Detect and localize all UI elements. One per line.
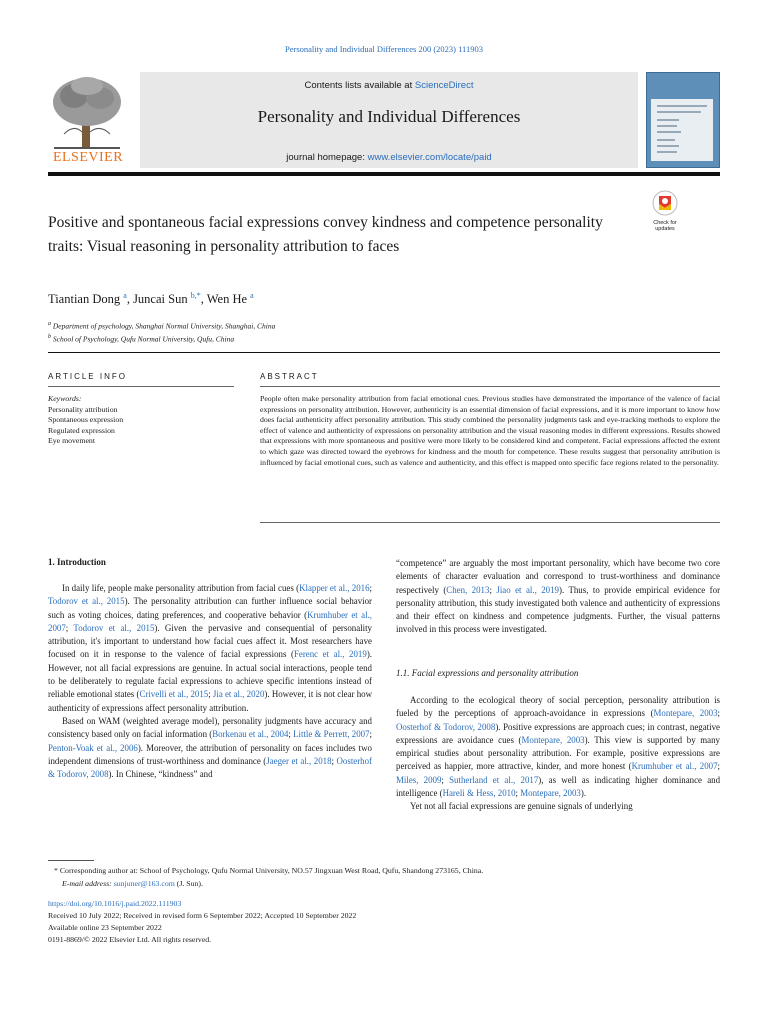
affiliations — [48, 319, 275, 344]
author-affiliation-mark[interactable]: a — [250, 291, 254, 300]
paragraph: Yet not all facial expressions are genuine signals of underlying — [410, 801, 633, 812]
sciencedirect-link[interactable]: ScienceDirect — [414, 80, 474, 91]
abstract-heading: ABSTRACT — [260, 372, 319, 381]
affiliation-mark: b — [48, 333, 51, 340]
author-list: Tiantian Dong $^a$, Juncai Sun $^{b,*}$, Wen He $^a$ — [48, 291, 254, 307]
citation-link[interactable]: Chen, 2013 — [446, 584, 490, 595]
author-affiliation-mark[interactable]: b,* — [190, 291, 201, 300]
footnote-rule — [48, 860, 94, 861]
affiliation-mark: a — [48, 321, 51, 327]
author-name[interactable]: Tiantian Dong — [48, 292, 121, 307]
affiliation-line: $^b$ School of Psychology, Qufu Normal University, Qufu, China — [48, 333, 235, 343]
citation-link[interactable]: Penton-Voak et al., 2006 — [48, 742, 138, 753]
elsevier-wordmark: ELSEVIER — [52, 150, 124, 165]
citation-link[interactable]: Miles, 2009 — [396, 774, 442, 785]
citation-link[interactable]: Montepare, 2003 — [520, 788, 581, 799]
keywords-label: Keywords: — [48, 394, 82, 403]
body-right-column-continued — [396, 694, 720, 814]
available-online: Available online 23 September 2022 — [48, 923, 162, 932]
citation-link[interactable]: Oosterhof & Todorov, 2008 — [396, 721, 496, 732]
citation-link[interactable]: Sutherland et al., 2017 — [449, 774, 539, 785]
author-name[interactable]: Wen He — [206, 292, 248, 307]
citation-link[interactable]: Todorov et al., 2015 — [73, 622, 155, 633]
paragraph: In daily life, people make personality attribution from facial cues (Klapper et al., 2016; Todorov et al., 2015). The personality attribution can further influence social behavior such as voting choices, dating preferences, and cooperative behavior (Krumhuber et al., 2007; Todorov et al., 2015). Given the pervasive and consequential of personality attribution, it's important to understand how facial cues affect it. Most researchers have focused on it in response to the valence of facial expressions (Ferenc et al., 2019). However, not all facial expressions are genuine. In actual social interactions, people tend to be deliberately to regulate facial expressions to achieve specific intentions instead of reliable emotional states (Crivelli et al., 2015; Jia et al., 2020). However, it is not clear how authenticity of expressions affect personality attribution. — [48, 583, 373, 713]
homepage-prefix: journal homepage: — [286, 152, 368, 163]
check-updates-label: Check for updates — [653, 220, 677, 232]
abstract-rule — [260, 386, 720, 387]
citation-link[interactable]: Ferenc et al., 2019 — [293, 649, 367, 660]
paragraph: “competence” are arguably the most important personality, which have become two core elements of character evaluation and correspond to trust-worthiness and dominance respectively (Chen, 2013; Jiao et al., 2019). Thus, to provide empirical evidence for personality attribution, this study investigated both valence and authenticity of expressions and their effect on kindness and competence judgments. Further, the visual patterns involved in this process were investigated. — [396, 558, 721, 635]
citation-link[interactable]: Crivelli et al., 2015 — [139, 689, 209, 700]
citation-link[interactable]: Borkenau et al., 2004 — [212, 729, 289, 740]
keywords-block — [48, 394, 123, 447]
email-suffix: (J. Sun). — [174, 879, 203, 888]
journal-cover-thumbnail[interactable] — [646, 72, 720, 168]
copyright: 0191-8869/© 2022 Elsevier Ltd. All rights reserved. — [48, 935, 212, 944]
section-title-introduction: 1. Introduction — [48, 557, 106, 567]
author-name[interactable]: Juncai Sun — [133, 292, 188, 307]
article-info-heading: ARTICLE INFO — [48, 372, 127, 381]
citation-link[interactable]: Jaeger et al., 2018 — [266, 755, 332, 766]
citation-link[interactable]: Hareli & Hess, 2010 — [442, 788, 516, 799]
corresponding-author-note: * Corresponding author at: School of Psychology, Qufu Normal University, NO.57 Jingxuan West Road, Qufu, Shandong 273165, China. — [54, 866, 484, 875]
homepage-line — [140, 152, 638, 163]
journal-reference[interactable]: Personality and Individual Differences 200 (2023) 111903 — [285, 44, 483, 54]
article-title: Positive and spontaneous facial expressions convey kindness and competence personality traits: Visual reasoning in personality attribution to faces — [48, 214, 603, 255]
journal-title: Personality and Individual Differences — [257, 107, 521, 126]
author-email-link[interactable]: sunjuner@163.com — [113, 879, 175, 888]
article-info-rule — [48, 386, 234, 387]
email-label: E-mail address: — [62, 879, 114, 888]
citation-link[interactable]: Oosterhof & Todorov, 2008 — [48, 755, 373, 780]
affiliation-line: $^a$ Department of psychology, Shanghai Normal University, Shanghai, China — [48, 321, 276, 331]
citation-link[interactable]: Todorov et al., 2015 — [48, 596, 125, 607]
publication-metadata — [48, 898, 356, 946]
keyword: Regulated expression — [48, 425, 115, 435]
paragraph: According to the ecological theory of social perception, personality attribution is fueled by the perceptions of approach-avoidance in expressions (Montepare, 2003; Oosterhof & Todorov, 2008). Positive expressions are approach cues; in contrast, negative expressions are avoidance cues (Montepare, 2003). This view is supported by many empirical studies about personality attribution. For example, positive expressions are perceived as happier, more attractive, kinder, and more honest (Krumhuber et al., 2007; Miles, 2009; Sutherland et al., 2017), as well as indicating higher dominance and intelligence (Hareli & Hess, 2010; Montepare, 2003). — [396, 695, 721, 799]
journal-homepage-link[interactable]: www.elsevier.com/locate/paid — [367, 152, 492, 163]
paragraph: Based on WAM (weighted average model), personality judgments have accuracy and consistency based only on facial information (Borkenau et al., 2004; Little & Perrett, 2007; Penton-Voak et al., 2006). Moreover, the attribution of personality on faces includes two independent dimensions of trust-worthiness and dominance (Jaeger et al., 2018; Oosterhof & Todorov, 2008). In Chinese, “kindness” and — [48, 715, 373, 780]
contents-prefix: Contents lists available at — [304, 80, 415, 91]
title-rule — [48, 352, 720, 353]
citation-link[interactable]: Montepare, 2003 — [521, 734, 585, 745]
citation-link[interactable]: Krumhuber et al., 2007 — [631, 761, 718, 772]
body-right-column — [396, 557, 720, 637]
subsection-title: 1.1. Facial expressions and personality attribution — [396, 668, 579, 678]
citation-link[interactable]: Krumhuber et al., 2007 — [48, 609, 372, 633]
body-left-column — [48, 582, 372, 781]
keyword: Eye movement — [48, 436, 95, 445]
corresponding-author-footnote — [48, 864, 720, 890]
citation-link[interactable]: Little & Perrett, 2007 — [293, 729, 370, 740]
citation-link[interactable]: Jia et al., 2020 — [212, 689, 265, 700]
contents-line — [140, 80, 638, 91]
header-rule — [48, 172, 720, 176]
keywords-list — [48, 405, 123, 447]
citation-link[interactable]: Jiao et al., 2019 — [496, 584, 559, 595]
citation-link[interactable]: Montepare, 2003 — [653, 708, 718, 719]
check-for-updates-badge[interactable] — [648, 190, 682, 230]
keyword: Spontaneous expression — [48, 415, 124, 424]
keyword: Personality attribution — [48, 404, 118, 414]
abstract-bottom-rule — [260, 522, 720, 523]
abstract-text: People often make personality attribution from facial emotional cues. Previous studies have demonstrated the importance of the valence of facial expressions on personality attribution. However, authenticity is an essential dimension of facial expressions, and it is more important to know how does facial authenticity affect personality attribution. This study combined the personality judgments task and eye-tracking methods to explore the effect of valence and authenticity of expressions on personality attribution and the visual reasoning modes in different expressions. Results showed that expressions with more spontaneous and positive were more likely to be considered kind and competent. Facial expressions affected the extent to which gaze was directed toward the eyebrows for kindness and the mouth for competence. These results suggest that personality attribution is influenced by facial emotional cues, such as valence and authenticity, and this effect is mapped onto specific face regions related to the personality. — [260, 394, 720, 467]
author-affiliation-mark[interactable]: a — [123, 291, 127, 300]
received-dates: Received 10 July 2022; Received in revised form 6 September 2022; Accepted 10 September 2022 — [48, 911, 357, 920]
citation-link[interactable]: Klapper et al., 2016 — [299, 583, 370, 593]
doi-link[interactable]: https://doi.org/10.1016/j.paid.2022.111903 — [48, 899, 182, 908]
